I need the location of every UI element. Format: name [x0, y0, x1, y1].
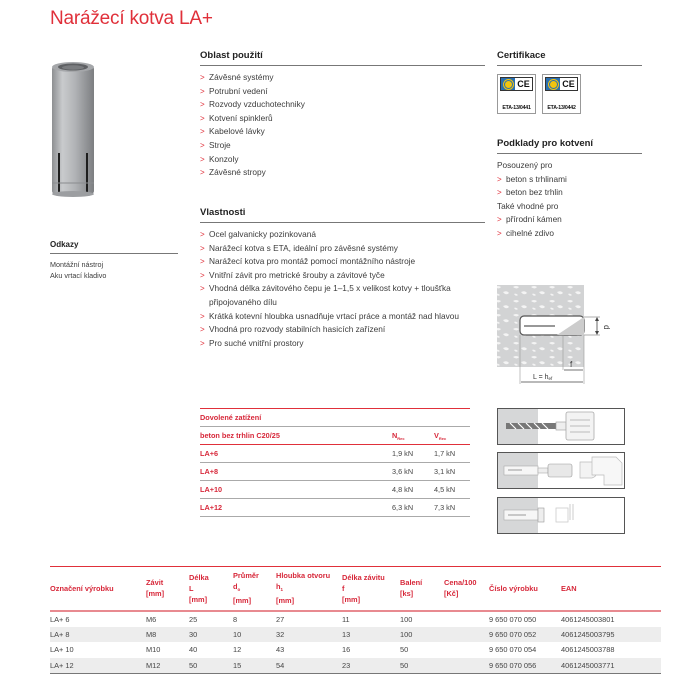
certification-section [497, 50, 642, 114]
application-item: > Závěsné stropy [200, 166, 485, 180]
application-item: > Závěsné systémy [200, 71, 485, 85]
chevron-right-icon: > [497, 228, 502, 238]
chevron-right-icon: > [200, 154, 205, 164]
applications-section [200, 50, 485, 180]
svg-text:L = hef: L = hef [533, 374, 553, 381]
eota-ce-badge-icon: CE ETA-13/0441 [497, 74, 536, 114]
load-table-row: LA+8 3,6 kN 3,1 kN [200, 463, 470, 481]
reference-item: Montážní nástroj [50, 260, 104, 269]
substrate-item: > beton s trhlinami [497, 173, 642, 187]
substrate-item: > beton bez trhlin [497, 186, 642, 200]
application-item: > Rozvody vzduchotechniky [200, 98, 485, 112]
product-table-header: Označení výrobku Závit [mm] Délka L [mm] Průměr $d_o$ [mm] Hloubka otvoru $h_1$ [mm] Délka závitu f [mm] Balení [ks] Cena/100 [Kč] Číslo výrobku EAN [50, 567, 661, 612]
chevron-right-icon: > [497, 188, 502, 198]
property-item: > Vnitřní závit pro metrické šrouby a závitové tyče [200, 269, 480, 283]
substrates-section [497, 138, 642, 241]
chevron-right-icon: > [200, 325, 205, 335]
application-item: > Kabelové lávky [200, 125, 485, 139]
install-step-drill-icon [497, 408, 625, 445]
load-col-n: $N_{Rec}$ [392, 430, 405, 441]
product-table-row: LA+ 6 M6 25 8 27 11 100 9 650 070 050 4061245003801 [50, 614, 615, 624]
product-table-row: LA+ 12 M12 50 15 54 23 50 9 650 070 056 4061245003771 [50, 658, 661, 674]
load-table-subtitle: beton bez trhlin C20/25 [200, 431, 280, 440]
references-section [50, 240, 178, 281]
product-table-row: LA+ 8 M8 30 10 32 13 100 9 650 070 052 4061245003795 [50, 627, 661, 643]
chevron-right-icon: > [497, 215, 502, 225]
reference-item: Aku vrtací kladivo [50, 270, 107, 280]
chevron-right-icon: > [200, 230, 205, 239]
load-table-title: Dovolené zatížení [200, 413, 262, 422]
applications-heading: Oblast použití [200, 50, 485, 66]
property-item: > Vhodná délka závitového čepu je 1–1,5 x velikost kotvy + tloušťka připojovaného dílu [200, 283, 451, 307]
references-heading: Odkazy [50, 240, 178, 254]
application-item: > Potrubní vedení [200, 85, 485, 99]
chevron-right-icon: > [497, 174, 502, 184]
install-step-bolt-icon [497, 497, 625, 534]
application-item: > Konzoly [200, 153, 485, 167]
svg-text:d: d [602, 325, 611, 330]
substrate-group-label: Posouzený pro [497, 160, 553, 170]
certification-heading: Certifikace [497, 50, 642, 66]
product-table-row: LA+ 10 M10 40 12 43 16 50 9 650 070 054 4061245003788 [50, 645, 615, 655]
substrates-heading: Podklady pro kotvení [497, 138, 642, 154]
chevron-right-icon: > [200, 140, 205, 150]
chevron-right-icon: > [200, 311, 205, 321]
substrate-item: > cihelné zdivo [497, 227, 642, 241]
install-step-setting-tool-icon [497, 452, 625, 489]
property-item: > Pro suché vnitřní prostory [200, 337, 480, 351]
product-table [50, 566, 661, 674]
chevron-right-icon: > [200, 86, 205, 96]
property-item: > Ocel galvanicky pozinkovaná [200, 228, 480, 242]
property-item: > Narážecí kotva pro montáž pomocí montážního nástroje [200, 255, 480, 269]
properties-section [200, 207, 485, 350]
chevron-right-icon: > [200, 257, 205, 267]
chevron-right-icon: > [200, 338, 205, 348]
chevron-right-icon: > [200, 73, 205, 82]
chevron-right-icon: > [200, 168, 205, 178]
load-col-v: $V_{Rec}$ [434, 430, 447, 441]
load-table [200, 408, 470, 517]
property-item: > Vhodná pro rozvody stabilních hasicích zařízení [200, 323, 480, 337]
chevron-right-icon: > [200, 270, 205, 280]
chevron-right-icon: > [200, 243, 205, 253]
load-table-row: LA+6 1,9 kN 1,7 kN [200, 445, 470, 463]
substrate-item: > přírodní kámen [497, 213, 642, 227]
properties-heading: Vlastnosti [200, 207, 485, 223]
substrate-group-label: Také vhodné pro [497, 200, 559, 211]
eota-ce-badge-icon: CE ETA-13/0442 [542, 74, 581, 114]
application-item: > Kotvení spinklerů [200, 112, 485, 126]
load-table-row: LA+12 6,3 kN 7,3 kN [200, 499, 470, 517]
application-item: > Stroje [200, 139, 485, 153]
anchor-dimension-diagram [493, 270, 618, 390]
chevron-right-icon: > [200, 100, 205, 110]
property-item: > Krátká kotevní hloubka usnadňuje vrtací práce a montáž nad hlavou [200, 310, 470, 324]
certificate-label: ETA-13/0442 [547, 105, 576, 111]
certificate-label: ETA-13/0441 [502, 105, 531, 111]
chevron-right-icon: > [200, 127, 205, 137]
property-item: > Narážecí kotva s ETA, ideální pro závěsné systémy [200, 242, 480, 256]
load-table-row: LA+10 4,8 kN 4,5 kN [200, 481, 470, 499]
svg-text:f: f [570, 360, 573, 369]
page-title: Narážecí kotva LA+ [50, 8, 213, 29]
chevron-right-icon: > [200, 284, 205, 294]
anchor-product-image [50, 58, 96, 198]
chevron-right-icon: > [200, 113, 205, 123]
